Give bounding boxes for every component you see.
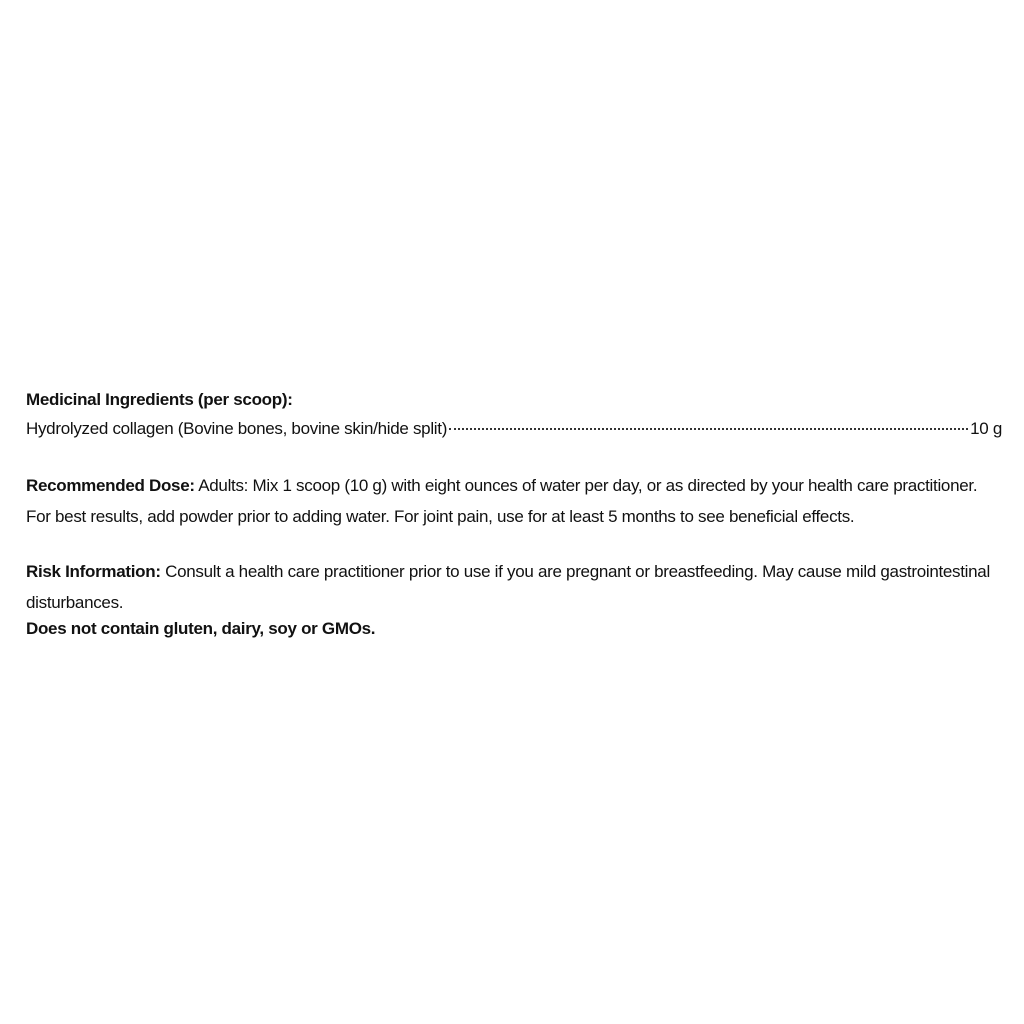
ingredient-amount: 10 g <box>970 419 1002 438</box>
risk-information-paragraph <box>26 556 1002 618</box>
free-from-statement: Does not contain gluten, dairy, soy or GMOs. <box>26 619 376 638</box>
ingredients-heading: Medicinal Ingredients (per scoop): <box>26 390 293 409</box>
risk-information-heading: Risk Information: <box>26 562 161 581</box>
recommended-dose-paragraph <box>26 470 1002 532</box>
risk-information-text: Consult a health care practitioner prior to use if you are pregnant or breastfeeding. May cause mild gastrointestinal disturbances. <box>26 562 990 612</box>
recommended-dose-text: Adults: Mix 1 scoop (10 g) with eight ounces of water per day, or as directed by your health care practitioner. For best results, add powder prior to adding water. For joint pain, use for at least 5 months to see beneficial effects. <box>26 476 978 526</box>
recommended-dose-heading: Recommended Dose: <box>26 476 195 495</box>
ingredient-name: Hydrolyzed collagen (Bovine bones, bovine skin/hide split) <box>26 419 448 438</box>
ingredient-row <box>26 413 1002 444</box>
dot-leader <box>449 428 968 430</box>
